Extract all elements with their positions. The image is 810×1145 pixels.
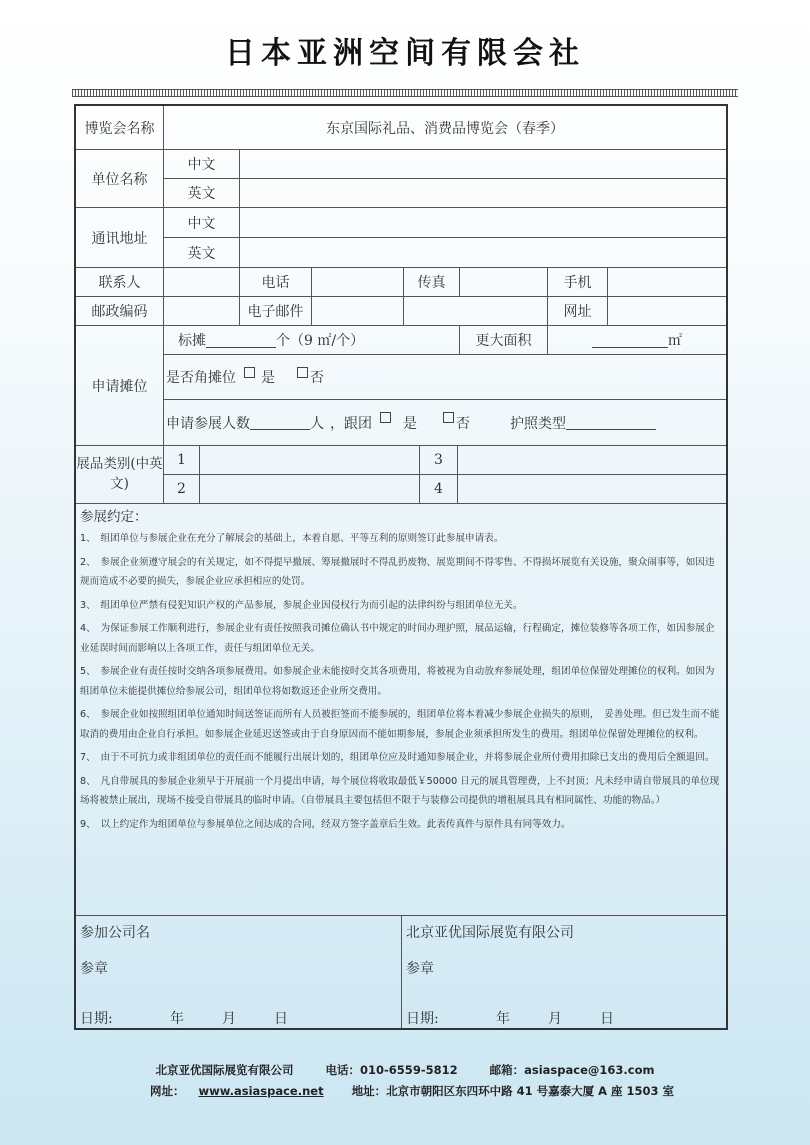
participant-company-label: 参加公司名 xyxy=(80,925,150,941)
corner-booth-row xyxy=(164,355,726,400)
corner-yes-label: 是 xyxy=(261,370,275,386)
participant-year: 年 xyxy=(170,1011,184,1027)
participants-count-field[interactable] xyxy=(250,415,310,430)
dotted-divider xyxy=(72,89,738,97)
organizer-signature-block[interactable] xyxy=(402,916,726,1028)
unit-name-chinese-label: 中文 xyxy=(164,150,240,179)
address-chinese-label: 中文 xyxy=(164,208,240,238)
address-english-label: 英文 xyxy=(164,238,240,268)
contact-field[interactable] xyxy=(164,268,240,297)
passport-label: 护照类型 xyxy=(510,415,566,432)
address-english-field[interactable] xyxy=(240,238,726,268)
organizer-seal-label: 参章 xyxy=(406,961,434,977)
participant-seal-label: 参章 xyxy=(80,961,108,977)
terms-section xyxy=(76,504,726,916)
participants-row xyxy=(164,400,726,446)
terms-item-1: 1、 组团单位与参展企业在充分了解展会的基础上，本着自愿、平等互利的原则签订此参展申请表。 xyxy=(80,533,504,544)
address-chinese-field[interactable] xyxy=(240,208,726,238)
participant-date-label: 日期: xyxy=(80,1011,113,1027)
footer-website-link[interactable]: www.asiaspace.net xyxy=(198,1084,324,1098)
footer-email[interactable]: 邮箱：asiaspace@163.com xyxy=(489,1063,655,1077)
email-field-extended[interactable] xyxy=(404,297,548,326)
footer-contact-line xyxy=(0,1062,810,1078)
address-label: 通讯地址 xyxy=(76,208,164,268)
phone-label: 电话 xyxy=(240,268,312,297)
unit-name-chinese-field[interactable] xyxy=(240,150,726,179)
footer-phone: 电话：010-6559-5812 xyxy=(325,1063,458,1077)
corner-booth-label: 是否角摊位 xyxy=(166,370,236,386)
fax-field[interactable] xyxy=(460,268,548,297)
page-title: 日本亚洲空间有限会社 xyxy=(225,36,585,71)
unit-name-english-label: 英文 xyxy=(164,179,240,208)
person-unit: 人 xyxy=(310,415,324,432)
mobile-label: 手机 xyxy=(548,268,608,297)
larger-area-label: 更大面积 xyxy=(460,326,548,355)
website-label: 网址 xyxy=(548,297,608,326)
terms-item-6: 6、 参展企业如按照组团单位通知时间送签证而所有人员被拒签而不能参展的，组团单位将本着减少参展企业损失的原则， 妥善处理。但已发生而不能取消的费用由企业自行承担。如参展企业延迟送签或由于自身原因而不能如期参展，参展企业须承担所发生的费用。组团单位保留处理摊位的权利。 xyxy=(80,709,720,740)
exhibit-number-1: 1 xyxy=(164,446,200,475)
tour-label: ，跟团 xyxy=(330,415,372,432)
terms-item-8: 8、 凡自带展具的参展企业须早于开展前一个月提出申请，每个展位将收取最低￥50000 日元的展具管理费，上不封顶；凡未经申请自带展具的单位现场将被禁止展出，现场不接受自带展具的临时申请。（自带展具主要包括但不限于与装修公司提供的增租展具具有相同属性、功能的物品。） xyxy=(80,775,720,806)
terms-item-7: 7、 由于不可抗力或非组团单位的责任而不能履行出展计划的，组团单位应及时通知参展企业，并将参展企业所付费用扣除已支出的费用后全额退回。 xyxy=(80,752,715,763)
standard-booth-unit: 个（9 ㎡/个） xyxy=(276,333,365,349)
tour-no-label: 否 xyxy=(456,415,470,432)
terms-heading: 参展约定： xyxy=(80,509,148,525)
terms-item-9: 9、 以上约定作为组团单位与参展单位之间达成的合同，经双方签字盖章后生效。此表传真件与原件具有同等效力。 xyxy=(80,818,571,830)
contact-label: 联系人 xyxy=(76,268,164,297)
terms-item-2: 2、 参展企业须遵守展会的有关规定，如不得提早撤展、筹展撤展时不得乱扔废物、展览期间不得零售、不得损坏展览有关设施，聚众闹事等，如因违规而造成不必要的损失，参展企业应承担相应的处罚。 xyxy=(80,556,715,587)
participant-signature-block[interactable] xyxy=(76,916,402,1028)
expo-name-label: 博览会名称 xyxy=(76,106,164,150)
expo-name-value: 东京国际礼品、消费品博览会（春季） xyxy=(164,106,726,150)
organizer-year: 年 xyxy=(496,1011,510,1027)
exhibit-number-3: 3 xyxy=(420,446,458,475)
standard-booth-count-field[interactable] xyxy=(206,333,276,348)
footer-address-line xyxy=(0,1083,810,1099)
website-field[interactable] xyxy=(608,297,726,326)
corner-yes-checkbox[interactable] xyxy=(244,367,255,378)
terms-item-4: 4、 为保证参展工作顺利进行，参展企业有责任按照我司摊位确认书中规定的时间办理护照，展品运输，行程确定，摊位装修等各项工作，如因参展企业延误时间而影响以上各项工作，责任与组团单位无关。 xyxy=(80,623,715,654)
tour-no-checkbox[interactable] xyxy=(443,412,454,423)
exhibit-field-2[interactable] xyxy=(200,475,420,504)
exhibit-field-1[interactable] xyxy=(200,446,420,475)
participants-label: 申请参展人数 xyxy=(166,415,250,432)
mobile-field[interactable] xyxy=(608,268,726,297)
participant-day: 日 xyxy=(274,1011,288,1027)
organizer-date-label: 日期: xyxy=(406,1011,439,1027)
unit-name-label: 单位名称 xyxy=(76,150,164,208)
exhibit-field-3[interactable] xyxy=(458,446,726,475)
passport-field[interactable] xyxy=(566,415,656,430)
area-unit: ㎡ xyxy=(668,333,682,349)
phone-field[interactable] xyxy=(312,268,404,297)
organizer-company-name: 北京亚优国际展览有限公司 xyxy=(406,925,574,941)
exhibit-field-4[interactable] xyxy=(458,475,726,504)
email-label: 电子邮件 xyxy=(240,297,312,326)
terms-item-5: 5、 参展企业有责任按时交纳各项参展费用。如参展企业未能按时交其各项费用，将被视为自动放弃参展处理，组团单位保留处理摊位的权利。如因为组团单位未能提供摊位给参展公司，组团单位将如数返还企业所交费用。 xyxy=(80,666,715,697)
booth-label: 申请摊位 xyxy=(76,326,164,446)
larger-area-field[interactable] xyxy=(592,333,668,348)
exhibit-number-4: 4 xyxy=(420,475,458,504)
exhibit-category-label: 展品类别(中英文) xyxy=(76,446,164,504)
corner-no-checkbox[interactable] xyxy=(297,367,308,378)
exhibit-number-2: 2 xyxy=(164,475,200,504)
email-field[interactable] xyxy=(312,297,404,326)
corner-no-label: 否 xyxy=(310,370,324,386)
postcode-field[interactable] xyxy=(164,297,240,326)
fax-label: 传真 xyxy=(404,268,460,297)
participant-month: 月 xyxy=(222,1011,236,1027)
terms-item-3: 3、 组团单位严禁有侵犯知识产权的产品参展，参展企业因侵权行为而引起的法律纠纷与组团单位无关。 xyxy=(80,599,523,611)
footer-company: 北京亚优国际展览有限公司 xyxy=(155,1063,294,1077)
larger-area-row xyxy=(548,326,726,355)
unit-name-english-field[interactable] xyxy=(240,179,726,208)
standard-booth-label: 标摊 xyxy=(178,333,206,349)
standard-booth-row xyxy=(164,326,460,355)
tour-yes-checkbox[interactable] xyxy=(380,412,391,423)
organizer-day: 日 xyxy=(600,1011,614,1027)
footer-website-label: 网址： xyxy=(149,1084,185,1098)
postcode-label: 邮政编码 xyxy=(76,297,164,326)
tour-yes-label: 是 xyxy=(403,415,417,432)
application-form xyxy=(74,104,728,1030)
organizer-month: 月 xyxy=(548,1011,562,1027)
footer-address: 地址：北京市朝阳区东四环中路 41 号嘉泰大厦 A 座 1503 室 xyxy=(351,1084,675,1098)
